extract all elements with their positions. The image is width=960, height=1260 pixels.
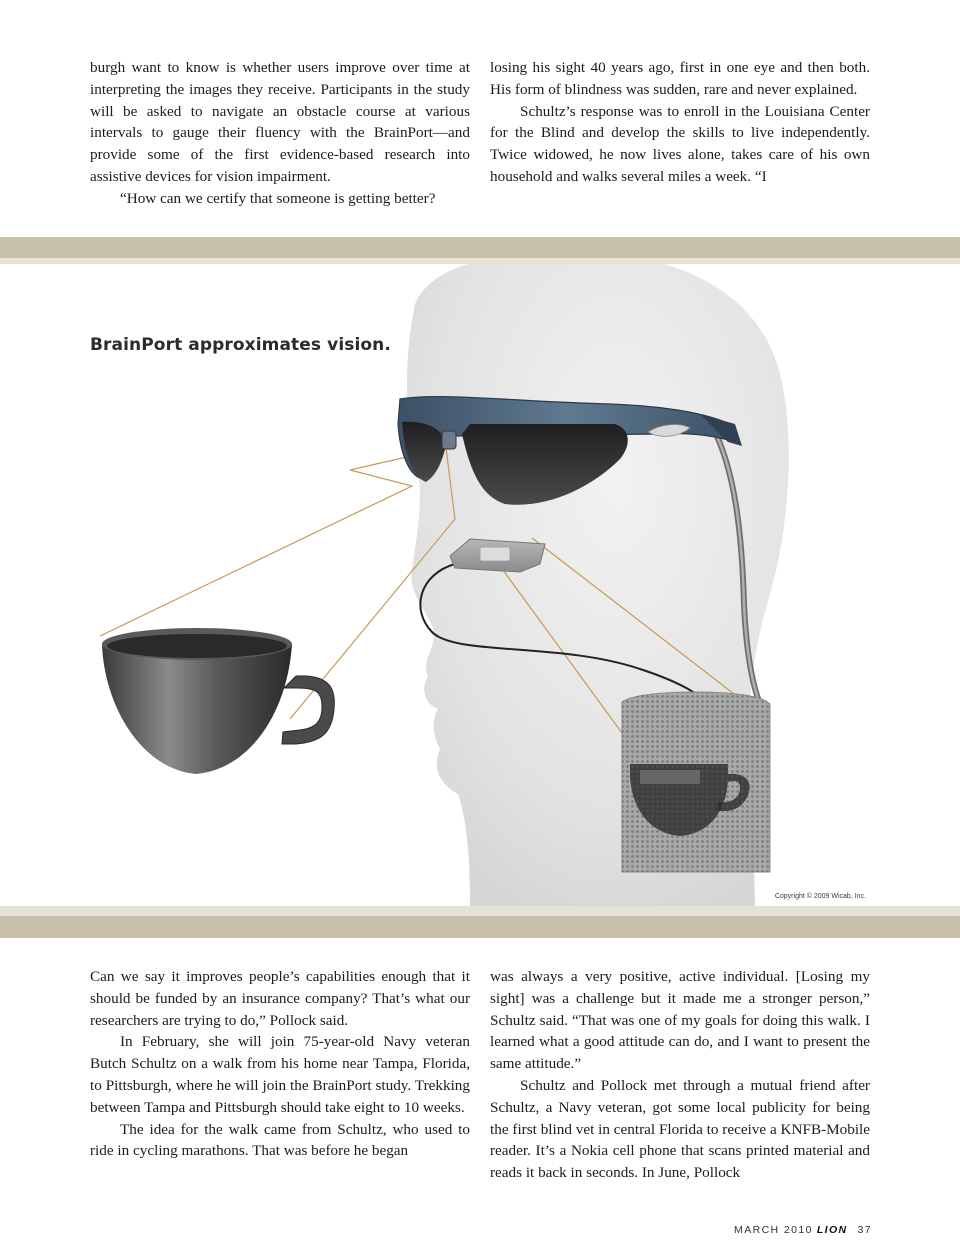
paragraph: losing his sight 40 years ago, first in one eye and then both. His form of blindness was sudden, rare and never explained. xyxy=(490,59,870,98)
tactile-image-inset xyxy=(622,692,770,872)
figure-copyright: Copyright © 2009 Wicab, Inc. xyxy=(774,893,866,900)
page-footer xyxy=(734,1224,872,1236)
paragraph: “How can we certify that someone is getting better? xyxy=(120,189,436,207)
text-column-top-right xyxy=(490,57,870,188)
text-column-top-left xyxy=(90,57,470,210)
paragraph: In February, she will join 75-year-old Navy veteran Butch Schultz on a walk from his home near Tampa, Florida, to Pittsburgh, where he will join the BrainPort study. Trekking between Tampa and Pittsburgh should take eight to 10 weeks. xyxy=(90,1033,470,1116)
page-number: 37 xyxy=(857,1224,872,1236)
tongue-device-icon xyxy=(450,539,545,572)
band-bottom-dark xyxy=(0,916,960,938)
paragraph: Can we say it improves people’s capabilities enough that it should be funded by an insurance company? That’s what our researchers are trying to do,” Pollock said. xyxy=(90,968,470,1029)
paragraph: Schultz’s response was to enroll in the Louisiana Center for the Blind and develop the skills to live independently. Twice widowed, he now lives alone, takes care of his own household and walks several miles a week. “I xyxy=(490,102,870,185)
coffee-cup-icon xyxy=(102,628,334,774)
magazine-name: LION xyxy=(816,1224,848,1236)
paragraph: was always a very positive, active individual. [Losing my sight] was a challenge but it made me a stronger person,” Schultz said. “That was one of my goals for doing this walk. I learned what a good attitude can do, and I want to present the same attitude.” xyxy=(490,968,870,1073)
issue-date: MARCH 2010 xyxy=(734,1224,813,1236)
paragraph: Schultz and Pollock met through a mutual friend after Schultz, a Navy veteran, got some local publicity for being the first blind vet in central Florida to receive a KNFB-Mobile reader. It’s a Nokia cell phone that scans printed material and reads it back in seconds. In June, Pollock xyxy=(490,1076,870,1182)
paragraph: The idea for the walk came from Schultz, who used to ride in cycling marathons. That was before he began xyxy=(90,1120,470,1160)
figure-caption: BrainPort approximates vision. xyxy=(90,335,391,355)
text-column-bottom-right xyxy=(490,966,870,1184)
band-top-dark xyxy=(0,237,960,258)
text-column-bottom-left xyxy=(90,966,470,1162)
paragraph: burgh want to know is whether users improve over time at interpreting the images they receive. Participants in the study will be asked to navigate an obstacle course at various intervals to gauge their fluency with the BrainPort—and provide some of the first evidence-based research into assistive devices for vision impairment. xyxy=(90,59,470,185)
brainport-illustration xyxy=(0,264,960,906)
band-bottom-light xyxy=(0,906,960,916)
